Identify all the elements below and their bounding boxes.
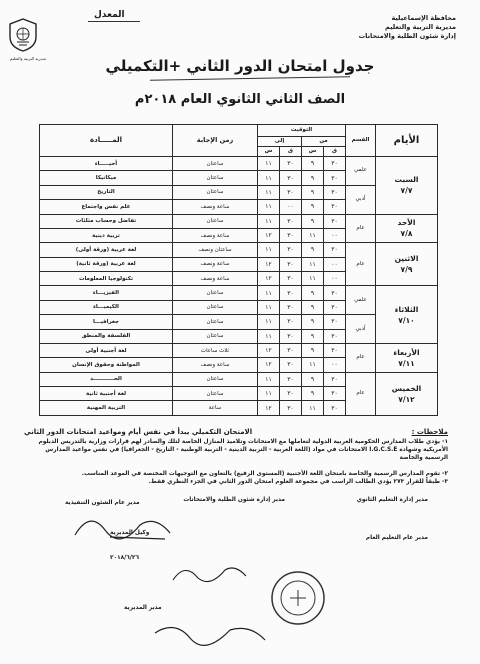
day-name: الاثنين: [394, 254, 419, 264]
from-minute-cell: ٣٠: [324, 372, 346, 386]
day-date: ٧/١٠: [398, 315, 415, 325]
duration-cell: ساعتان: [173, 157, 258, 171]
subject-cell: الكيميـــاء: [40, 300, 173, 314]
signature-executive-director: مدير عام الشئون التنفيذية: [65, 500, 140, 506]
day-date: ٧/١١: [398, 358, 415, 368]
day-name: الخميس: [391, 383, 422, 393]
to-minute-cell: ٣٠: [280, 228, 302, 242]
subject-cell: التربية المهنية: [40, 401, 173, 416]
notes-headline: الامتحان التكميلي يبدأ في نفس أيام ومواعيد امتحانات الدور الثاني: [24, 428, 253, 436]
subject-cell: لغة عربية (ورقة أولى): [40, 243, 173, 257]
handwritten-signature-icon: [150, 618, 270, 648]
to-minute-cell: ٣٠: [280, 286, 302, 300]
header-days: الأيام: [376, 125, 438, 157]
day-date: ٧/٩: [400, 265, 413, 275]
subject-cell: المواطنة وحقوق الإنسان: [40, 358, 173, 372]
section-cell: عام: [346, 343, 376, 372]
to-hour-cell: ١٢: [258, 343, 280, 357]
duration-cell: ساعتان ونصف: [173, 243, 258, 257]
handwritten-signature-icon: [70, 505, 190, 545]
to-hour-cell: ١٢: [258, 257, 280, 271]
from-hour-cell: ٩: [302, 157, 324, 171]
subject-cell: الحـــــــــــد: [40, 372, 173, 386]
to-hour-cell: ١١: [258, 286, 280, 300]
page-title: جدول امتحان الدور الثاني +التكميلي: [105, 57, 375, 75]
subject-cell: أحيـــــاء: [40, 157, 173, 171]
page-subtitle: الصف الثاني الثانوي العام ٢٠١٨م: [134, 92, 346, 107]
from-hour-cell: ٩: [302, 315, 324, 329]
to-minute-cell: ٣٠: [280, 401, 302, 416]
from-hour-cell: ٩: [302, 214, 324, 228]
duration-cell: ساعتان: [173, 329, 258, 343]
header-to-h: س: [258, 147, 280, 157]
amended-label: المعدل: [94, 10, 125, 20]
to-hour-cell: ١١: [258, 243, 280, 257]
from-minute-cell: ٠٠: [324, 272, 346, 286]
table-row: [40, 286, 438, 300]
day-cell: [376, 343, 438, 372]
from-minute-cell: ٣٠: [324, 401, 346, 416]
note-item: ٢- تقوم المدارس الرسمية والخاصة بامتحان اللغة الأجنبية (المستوى الرفيع) بالتعاون مع التوجيهات المختصة في الموعد المناسب.: [81, 471, 448, 477]
from-minute-cell: ٠٠: [324, 228, 346, 242]
subject-cell: التاريخ: [40, 185, 173, 199]
from-hour-cell: ٩: [302, 286, 324, 300]
header-subject: المـــــادة: [40, 125, 173, 157]
subject-cell: الفلسفة والمنطق: [40, 329, 173, 343]
to-minute-cell: ٣٠: [280, 329, 302, 343]
note-item: ٣- طبقاً للقرار ٢٧٣ يؤدي الطالب الراسب في مجموعة العلوم امتحان الدور الثاني في الجزء النظري فقط.: [148, 479, 448, 485]
from-hour-cell: ١١: [302, 358, 324, 372]
to-hour-cell: ١١: [258, 171, 280, 185]
to-hour-cell: ١١: [258, 300, 280, 314]
to-minute-cell: ٣٠: [280, 243, 302, 257]
duration-cell: ساعة ونصف: [173, 257, 258, 271]
table-row: [40, 214, 438, 228]
schedule-table-wrapper: [40, 124, 438, 416]
title-underline: [150, 76, 350, 80]
header-section: القسم: [346, 125, 376, 157]
duration-cell: ساعة ونصف: [173, 200, 258, 214]
from-hour-cell: ٩: [302, 387, 324, 401]
subject-cell: الفيزيـــاء: [40, 286, 173, 300]
from-minute-cell: ٣٠: [324, 200, 346, 214]
to-minute-cell: ٣٠: [280, 185, 302, 199]
subject-cell: لغة أجنبية أولى: [40, 343, 173, 357]
duration-cell: ساعتان: [173, 300, 258, 314]
header-timing: التوقيت: [258, 125, 346, 137]
schedule-table: [39, 124, 438, 416]
signature-secondary-director: مدير إدارة التعليم الثانوي: [356, 497, 428, 503]
ministry-emblem-icon: [8, 18, 38, 52]
to-minute-cell: ٣٠: [280, 171, 302, 185]
section-cell: عام: [346, 372, 376, 415]
from-hour-cell: ٩: [302, 243, 324, 257]
to-minute-cell: ٣٠: [280, 214, 302, 228]
day-cell: [376, 157, 438, 215]
to-hour-cell: ١٢: [258, 228, 280, 242]
notes-label: ملاحظات :: [411, 428, 448, 436]
from-minute-cell: ٣٠: [324, 329, 346, 343]
to-minute-cell: ٠٠: [280, 200, 302, 214]
from-hour-cell: ١١: [302, 272, 324, 286]
to-hour-cell: ١١: [258, 372, 280, 386]
schedule-body: [40, 157, 438, 416]
handwritten-date: ٢٠١٨/٦/٢٦: [110, 555, 140, 561]
section-cell: عام: [346, 214, 376, 243]
duration-cell: ساعة ونصف: [173, 272, 258, 286]
day-name: الأحد: [397, 218, 416, 228]
day-cell: [376, 286, 438, 344]
header-from-m: ق: [324, 147, 346, 157]
directorate-line: مديرية التربية والتعليم: [384, 23, 456, 31]
subject-cell: تفاضل وحساب مثلثات: [40, 214, 173, 228]
section-cell: علمي: [346, 286, 376, 315]
day-cell: [376, 214, 438, 243]
to-minute-cell: ٣٠: [280, 300, 302, 314]
from-hour-cell: ٩: [302, 200, 324, 214]
day-date: ٧/١٢: [398, 394, 415, 404]
signature-deputy: وكيل المديرية: [110, 530, 150, 536]
to-minute-cell: ٣٠: [280, 358, 302, 372]
signature-general-ed-director: مدير عام التعليم العام: [365, 535, 428, 541]
from-minute-cell: ٣٠: [324, 243, 346, 257]
to-hour-cell: ١٢: [258, 358, 280, 372]
subject-cell: جغرافيـــا: [40, 315, 173, 329]
to-hour-cell: ١١: [258, 329, 280, 343]
to-minute-cell: ٣٠: [280, 272, 302, 286]
notes-header: [24, 428, 448, 436]
day-cell: [376, 243, 438, 286]
duration-cell: ساعة ونصف: [173, 228, 258, 242]
duration-cell: ساعة ونصف: [173, 358, 258, 372]
from-minute-cell: ٣٠: [324, 157, 346, 171]
signature-directorate-director: مدير المديرية: [124, 605, 162, 611]
subject-cell: ميكانيكا: [40, 171, 173, 185]
subject-cell: لغة أجنبية ثانية: [40, 387, 173, 401]
from-hour-cell: ٩: [302, 300, 324, 314]
subject-cell: لغة عربية (ورقة ثانية): [40, 257, 173, 271]
from-hour-cell: ٩: [302, 171, 324, 185]
header-from-h: س: [302, 147, 324, 157]
table-row: [40, 243, 438, 257]
note-item: ١- يؤدي طلاب المدارس الحكومية العربية الدولية لتعاملها مع الامتحانات وتلاميذ المنازل الخاصة لتلك والصادر لهم قرارات وزارية بالتدريس الدبلوم الأمريكية وشهادة I.G.C.S.E الامتحانات في مواد (اللغة العربية - التربية الدينية - التربية الوطنية - التاريخ - الجغرافيا) في نفس مواعيد المدارس الرسمية والخاصة: [38, 439, 448, 461]
to-minute-cell: ٣٠: [280, 157, 302, 171]
day-cell: [376, 372, 438, 415]
from-hour-cell: ٩: [302, 343, 324, 357]
duration-cell: ساعتان: [173, 286, 258, 300]
from-hour-cell: ١١: [302, 257, 324, 271]
to-minute-cell: ٣٠: [280, 343, 302, 357]
subject-cell: تكنولوجيا المعلومات: [40, 272, 173, 286]
day-date: ٧/٨: [400, 229, 413, 239]
header-to-m: ق: [280, 147, 302, 157]
section-cell: علمي: [346, 157, 376, 186]
duration-cell: ساعتان: [173, 171, 258, 185]
from-hour-cell: ٩: [302, 372, 324, 386]
emblem-caption: مديرية التربية والتعليم: [9, 56, 47, 61]
duration-cell: ساعتان: [173, 372, 258, 386]
from-hour-cell: ١١: [302, 228, 324, 242]
day-date: ٧/٧: [400, 186, 413, 196]
governorate-line: محافظة الإسماعيلية: [391, 14, 456, 22]
to-hour-cell: ١٢: [258, 272, 280, 286]
from-minute-cell: ٣٠: [324, 315, 346, 329]
header-duration: زمن الإجابة: [173, 125, 258, 157]
from-minute-cell: ٠٠: [324, 257, 346, 271]
header-from: من: [302, 137, 346, 147]
section-cell: أدبي: [346, 185, 376, 214]
subject-cell: تربية دينية: [40, 228, 173, 242]
from-minute-cell: ٣٠: [324, 185, 346, 199]
from-minute-cell: ٣٠: [324, 343, 346, 357]
from-minute-cell: ٠٠: [324, 358, 346, 372]
governorate-header: [316, 14, 456, 41]
from-minute-cell: ٣٠: [324, 214, 346, 228]
section-cell: عام: [346, 243, 376, 286]
to-hour-cell: ١١: [258, 387, 280, 401]
duration-cell: ساعتان: [173, 185, 258, 199]
day-name: السبت: [394, 175, 419, 185]
signature-affairs-director: مدير إدارة شئون الطلبة والامتحانات: [183, 497, 285, 503]
to-hour-cell: ١١: [258, 200, 280, 214]
from-minute-cell: ٣٠: [324, 300, 346, 314]
to-hour-cell: ١١: [258, 185, 280, 199]
table-row: [40, 343, 438, 357]
department-line: إدارة شئون الطلبة والامتحانات: [358, 32, 456, 40]
to-minute-cell: ٣٠: [280, 387, 302, 401]
section-cell: أدبي: [346, 315, 376, 344]
duration-cell: ساعتان: [173, 214, 258, 228]
duration-cell: ساعتان: [173, 315, 258, 329]
from-minute-cell: ٣٠: [324, 171, 346, 185]
from-hour-cell: ١١: [302, 401, 324, 416]
to-hour-cell: ١١: [258, 214, 280, 228]
to-minute-cell: ٣٠: [280, 315, 302, 329]
duration-cell: ساعتان: [173, 387, 258, 401]
from-hour-cell: ٩: [302, 329, 324, 343]
to-minute-cell: ٣٠: [280, 257, 302, 271]
day-name: الأربعاء: [393, 347, 420, 357]
to-hour-cell: ١١: [258, 157, 280, 171]
day-name: الثلاثاء: [394, 304, 419, 314]
header-to: إلى: [258, 137, 302, 147]
amended-underline: [88, 21, 140, 22]
handwritten-signature-icon: [170, 560, 250, 590]
table-row: [40, 157, 438, 171]
from-minute-cell: ٣٠: [324, 286, 346, 300]
subject-cell: علم نفس واجتماع: [40, 200, 173, 214]
official-stamp-icon: [268, 568, 328, 628]
to-hour-cell: ١١: [258, 315, 280, 329]
duration-cell: ساعة: [173, 401, 258, 416]
from-hour-cell: ٩: [302, 185, 324, 199]
from-minute-cell: ٣٠: [324, 387, 346, 401]
to-hour-cell: ١٢: [258, 401, 280, 416]
to-minute-cell: ٣٠: [280, 372, 302, 386]
table-row: [40, 372, 438, 386]
duration-cell: ثلاث ساعات: [173, 343, 258, 357]
